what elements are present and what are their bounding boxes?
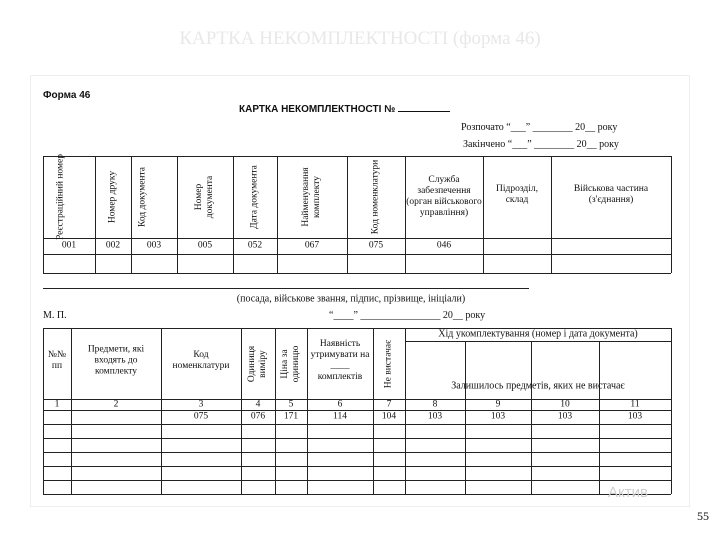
t2-vline xyxy=(599,341,600,494)
t1-header-doc-number: Номер документа xyxy=(194,175,215,219)
t1-code: 075 xyxy=(368,240,384,251)
t1-header-doc-code: Код документа xyxy=(137,166,148,228)
t2-header-unit: Одиниця виміру xyxy=(247,345,268,383)
card-title-text: КАРТКА НЕКОМПЛЕКТНОСТІ № xyxy=(239,104,396,115)
t2-col-number: 5 xyxy=(288,399,294,410)
t2-col-number: 6 xyxy=(337,399,343,410)
t2-vline xyxy=(373,328,374,494)
t1-code: 003 xyxy=(146,240,162,251)
t2-col-number: 10 xyxy=(560,399,570,410)
t2-line-progress xyxy=(405,341,671,342)
t2-line-numbers xyxy=(43,399,671,400)
t2-code: 076 xyxy=(250,411,266,422)
t2-header-ability: Наявність утримувати на ____ комплектів xyxy=(310,339,370,382)
t2-header-price: Ціна за одиницю xyxy=(280,345,301,383)
t1-line-bottom xyxy=(43,273,671,274)
t2-col-number: 7 xyxy=(386,399,392,410)
t1-vline xyxy=(43,156,44,273)
t1-code: 046 xyxy=(436,240,452,251)
t2-code: 103 xyxy=(490,411,506,422)
t2-vline xyxy=(405,328,406,494)
t1-vline xyxy=(551,156,552,273)
t2-vline xyxy=(307,328,308,494)
t1-code: 002 xyxy=(105,240,121,251)
t1-header-set-name: Найменування комплекту xyxy=(301,167,322,227)
t1-vline xyxy=(233,156,234,273)
t2-header-items: Предмети, які входять до комплекту xyxy=(87,344,145,377)
t2-col-number: 9 xyxy=(495,399,501,410)
t2-line-row xyxy=(43,410,671,411)
t2-col-number: 2 xyxy=(113,399,119,410)
t1-vline xyxy=(131,156,132,273)
t2-code: 103 xyxy=(427,411,443,422)
date-line: “____” ________________ 20__ року xyxy=(329,310,486,321)
t2-vline xyxy=(71,328,72,494)
t2-vline xyxy=(275,328,276,494)
card-title xyxy=(239,102,450,115)
t2-col-number: 8 xyxy=(432,399,438,410)
t1-line-row xyxy=(43,254,671,255)
started-date: Розпочато “___” ________ 20__ року xyxy=(461,122,618,133)
t2-code: 075 xyxy=(193,411,209,422)
t1-vline xyxy=(177,156,178,273)
t2-col-number: 11 xyxy=(630,399,640,410)
form-label: Форма 46 xyxy=(43,90,91,101)
t1-header-service: Служба забезпечення (орган військового управління) xyxy=(406,175,482,218)
t2-line-row xyxy=(43,452,671,453)
form-sheet xyxy=(30,75,690,507)
t2-header-num: №№ пп xyxy=(47,350,67,371)
t2-col-number: 4 xyxy=(255,399,261,410)
signature-line xyxy=(43,288,529,289)
page-number: 55 xyxy=(697,509,709,523)
t2-vline xyxy=(241,328,242,494)
t2-vline xyxy=(465,341,466,494)
t1-header-print-number: Номер друку xyxy=(107,170,118,224)
t1-line-codes xyxy=(43,238,671,239)
t2-col-number: 3 xyxy=(198,399,204,410)
card-number-blank xyxy=(398,102,450,112)
t2-code: 171 xyxy=(283,411,299,422)
t1-line-top xyxy=(43,156,671,157)
slide-title: КАРТКА НЕКОМПЛЕКТНОСТІ (форма 46) xyxy=(179,28,541,49)
t1-code: 005 xyxy=(197,240,213,251)
t1-header-military-unit: Військова частина (з'єднання) xyxy=(573,184,649,205)
t2-code: 103 xyxy=(627,411,643,422)
signature-caption: (посада, військове звання, підпис, прізвище, ініціали) xyxy=(236,293,466,305)
t2-line-row xyxy=(43,424,671,425)
t2-line-row xyxy=(43,438,671,439)
t2-code: 114 xyxy=(333,411,347,422)
t2-line-row xyxy=(43,480,671,481)
t1-header-nom-code: Код номенклатури xyxy=(370,159,381,235)
t1-code: 067 xyxy=(304,240,320,251)
t2-line-row xyxy=(43,466,671,467)
t1-code: 001 xyxy=(61,240,77,251)
t1-header-reg-number: Реєстраційний номер xyxy=(55,154,66,240)
t1-code: 052 xyxy=(247,240,263,251)
t1-vline xyxy=(483,156,484,273)
t2-vline xyxy=(671,328,672,494)
t1-header-unit: Підрозділ, склад xyxy=(495,184,538,205)
t2-header-shortage: Не вистачає xyxy=(383,339,394,389)
t1-vline xyxy=(671,156,672,273)
t2-vline xyxy=(531,341,532,494)
t1-vline xyxy=(277,156,278,273)
mp-label: М. П. xyxy=(43,310,67,321)
t1-vline xyxy=(347,156,348,273)
t1-vline xyxy=(95,156,96,273)
t2-line-row xyxy=(43,494,671,495)
t2-header-remaining: Залишилось предметів, яких не вистачає xyxy=(451,380,625,392)
ended-date: Закінчено “___” ________ 20__ року xyxy=(463,139,619,150)
activation-watermark: Актив xyxy=(608,484,648,501)
t2-header-nom-code: Код номенклатури xyxy=(172,350,230,371)
t2-vline xyxy=(161,328,162,494)
t2-code: 103 xyxy=(557,411,573,422)
t2-code: 104 xyxy=(381,411,397,422)
t1-header-doc-date: Дата документа xyxy=(249,165,260,229)
t2-col-number: 1 xyxy=(54,399,60,410)
t2-header-progress: Хід укомплектування (номер і дата документа) xyxy=(438,328,638,340)
